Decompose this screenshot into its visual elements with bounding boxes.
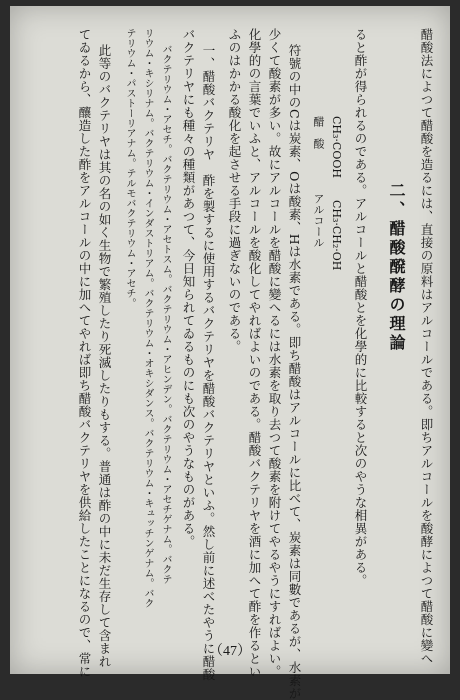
paragraph-line-7: 化學的の言葉でいふと、アルコールを酸化してやればよいのである。醋酸バクテリヤを酒に加へて酢を作るとい [247,28,262,678]
page-number: （47） [209,644,251,659]
bacteria-list-line-1: バクテリウム・アセチ。バクテリウム・アセトスム。バクテリウム・アヒンデン。バクテリウム・アセチゲナム。バクテ [160,44,171,584]
section-title: 二、醋酸醗酵の理論 [387,182,406,353]
paragraph-line-15: てゐるから、釀造した酢をアルコールの中に加へてやれば即ち醋酸バクテリヤを供給したことになるので、常に [77,28,92,678]
paragraph-line-8: ふのはかかる酸化を起させる手段に過ぎないのである。 [227,28,242,353]
paragraph-line-1: 醋酸法によつて醋酸を造るには、直接の原料はアルコールである。即ちアルコールを酸酵によつて醋酸に變へ [419,28,434,665]
book-page [10,6,450,700]
bacteria-list-line-2: リウム・キシリナム。バクテリウム・インダストリアム。バクテリウム・オキシダンス。バクテリウム・キュッチンゲナム。バク [142,28,153,608]
formula-line: CH₃·COOH CH₃·CH₂·OH [330,116,343,271]
formula-caption-line: 醋 酸 アルコール [312,116,325,248]
bacteria-list-line-3: テリウム・パストーリアナム。テルモバクテリウム・アセチ。 [124,28,135,308]
paragraph-line-10: バクテリヤにも種々の種類があつて、今日知られてゐるものにも次のやうなものがある。 [181,28,196,548]
paragraph-line-5: 符號の中のCは炭素、Oは酸素、Hは水素である。即ち醋酸はアルコールに比べて、炭素は同數であるが、水素が [287,44,302,700]
paragraph-line-6: 少くて酸素が多い。故にアルコールを醋酸に變へるには水素を取り去つて酸素を附けてやるやうにすればよい。 [267,28,282,678]
paragraph-line-9: 一、醋酸バクテリヤ 酢を製するに使用するバクテリヤを醋酸バクテリヤといふ。然し前に述べたやうに醋酸 [201,44,216,681]
paragraph-line-2: ると酢が得られるのである。アルコールと醋酸とを化學的に比較すると次のやうな相異がある。 [353,28,368,587]
paragraph-line-14: 此等のバクテリヤは其の名の如く生物で繁殖したり死滅したりもする。普通は酢の中に未だ生存して含まれ [97,44,112,668]
